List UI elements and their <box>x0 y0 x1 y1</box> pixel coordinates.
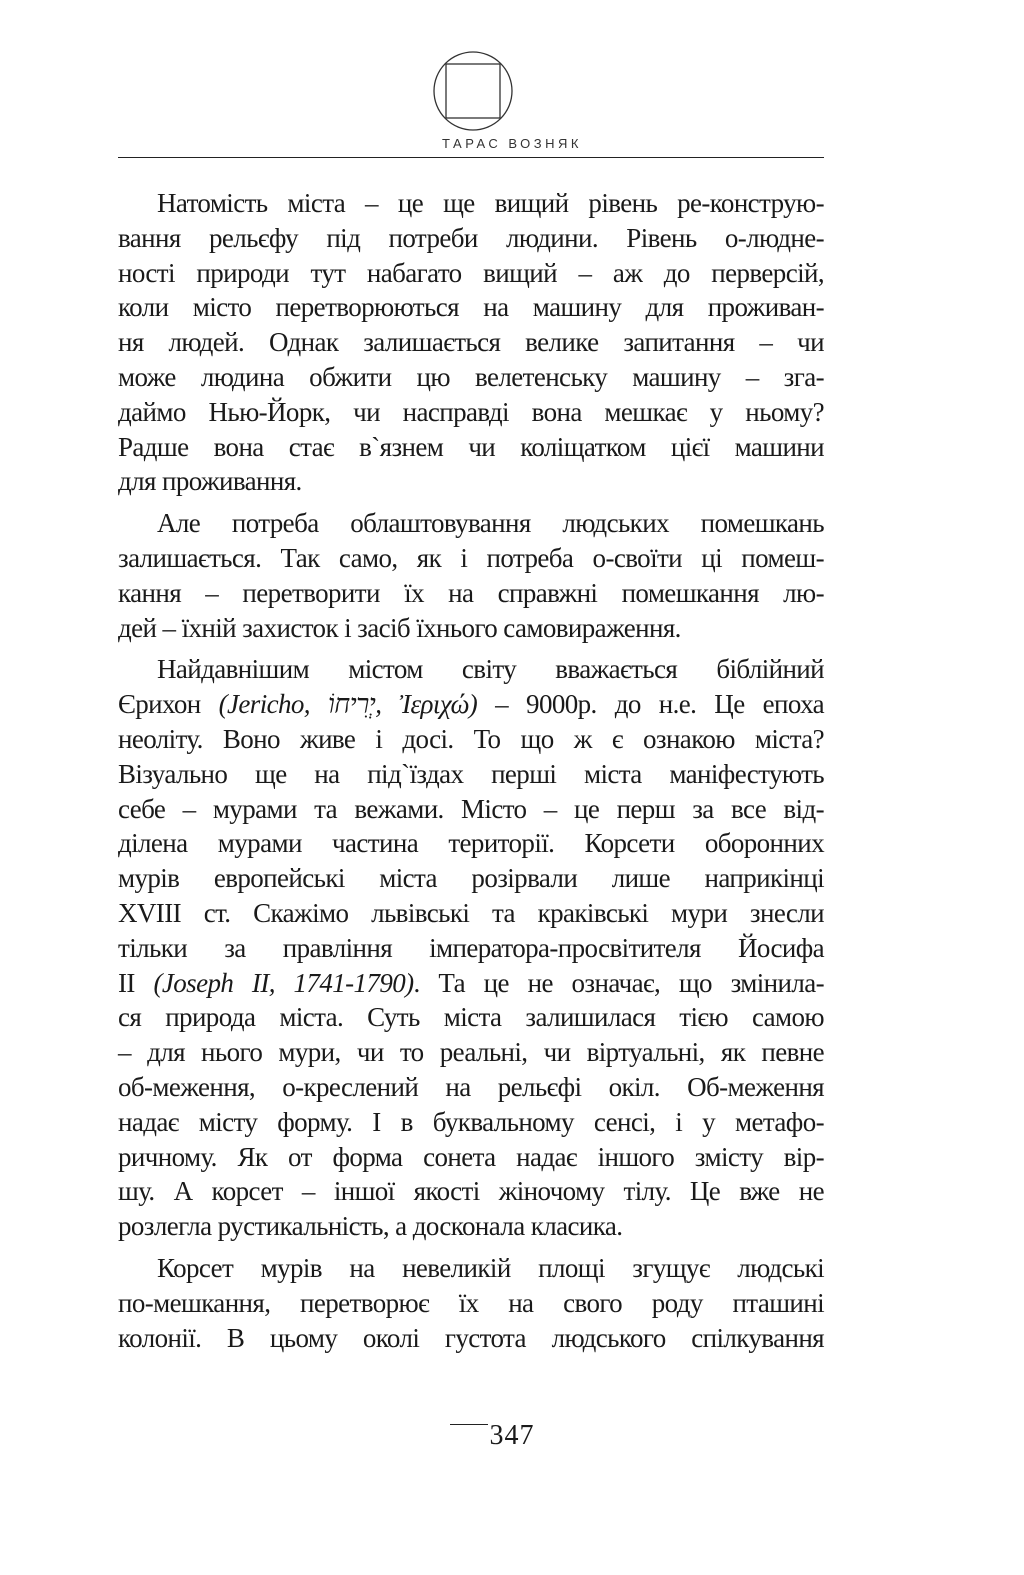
text-line: ня людей. Однак залишається велике запитання – чи <box>118 327 824 358</box>
text-line: Радше вона стає в`язнем чи коліщатком цієї машини <box>118 431 824 462</box>
text-line: Натомість міста – це ще вищий рівень ре-конструю- <box>157 188 824 218</box>
italic-fragment: (Jericho, יְרִיחוֹ, Ἰεριχώ) <box>218 689 478 720</box>
text-line: тільки за правління імператора-просвітителя Йосифа <box>118 932 824 963</box>
text-line: XVIII ст. Скажімо львівські та краківські мури знесли <box>118 897 824 928</box>
text-line: дей – їхній захисток і засіб їхнього самовираження. <box>118 612 681 643</box>
text-line: шу. А корсет – іншої якості жіночому тілу. Це вже не <box>118 1176 824 1207</box>
text-fragment: Єрихон <box>118 689 219 720</box>
page-number: 347 <box>489 1420 535 1451</box>
text-line: ності природи тут набагато вищий – аж до перверсій, <box>118 257 824 288</box>
paragraph-1 <box>118 186 824 499</box>
text-line: об-меження, о-креслений на рельєфі окіл. Об-меження <box>118 1071 824 1102</box>
text-line: може людина обжити цю велетенську машину – зга- <box>118 361 824 392</box>
paragraph-4 <box>118 1251 824 1355</box>
text-line: Найдавнішим містом світу вважається біблійний <box>157 654 824 685</box>
text-line: даймо Нью-Йорк, чи насправді вона мешкає у ньому? <box>118 396 824 427</box>
running-header-author: ТАРАС ВОЗНЯК <box>442 136 582 151</box>
text-line: неоліту. Воно живе і досі. То що ж є ознакою міста? <box>118 723 824 754</box>
header-divider <box>118 157 824 158</box>
text-line: ричному. Як от форма сонета надає іншого змісту вір- <box>118 1141 824 1172</box>
text-fragment: – 9000р. до н.е. Це епоха <box>477 689 824 720</box>
text-line: ділена мурами частина території. Корсети оборонних <box>118 828 824 859</box>
text-line: мурів европейські міста розірвали лише наприкінці <box>118 863 824 894</box>
text-line: Корсет мурів на невеликій площі згущує людські <box>157 1252 824 1283</box>
text-line: кання – перетворити їх на справжні помешкання лю- <box>118 577 824 608</box>
text-line: себе – мурами та вежами. Місто – це перш за все від- <box>118 793 824 824</box>
text-line: ся природа міста. Суть міста залишилася тією самою <box>118 1002 824 1033</box>
text-line: – для нього мури, чи то реальні, чи віртуальні, як певне <box>118 1037 824 1068</box>
text-line: колонії. В цьому околі густота людського спілкування <box>118 1322 824 1353</box>
text-line: надає місту форму. І в буквальному сенсі, і у метафо- <box>118 1106 824 1137</box>
text-line: вання рельєфу під потреби людини. Рівень о-людне- <box>118 222 824 253</box>
text-line: розлегла рустикальність, а досконала класика. <box>118 1211 623 1242</box>
text-fragment: II <box>118 967 154 998</box>
text-line: коли місто перетворюються на машину для проживан- <box>118 292 824 323</box>
text-line: Але потреба облаштовування людських помешкань <box>157 508 824 539</box>
paragraph-3 <box>118 652 824 1244</box>
text-line-with-italic <box>118 687 824 722</box>
paragraph-2 <box>118 506 824 645</box>
text-line-with-italic <box>118 966 824 1001</box>
circle-square-emblem-icon <box>432 50 514 132</box>
text-line: по-мешкання, перетворює їх на свого роду пташині <box>118 1287 824 1318</box>
text-line: для проживання. <box>118 466 302 497</box>
text-line: Візуально ще на під`їздах перші міста маніфестують <box>118 758 824 789</box>
body-text <box>118 186 824 1362</box>
text-fragment: . Та це не означає, що змінила- <box>413 967 825 998</box>
italic-fragment: (Joseph II, 1741-1790) <box>153 967 414 998</box>
text-line: залишається. Так само, як і потреба о-своїти ці помеш- <box>118 542 824 573</box>
